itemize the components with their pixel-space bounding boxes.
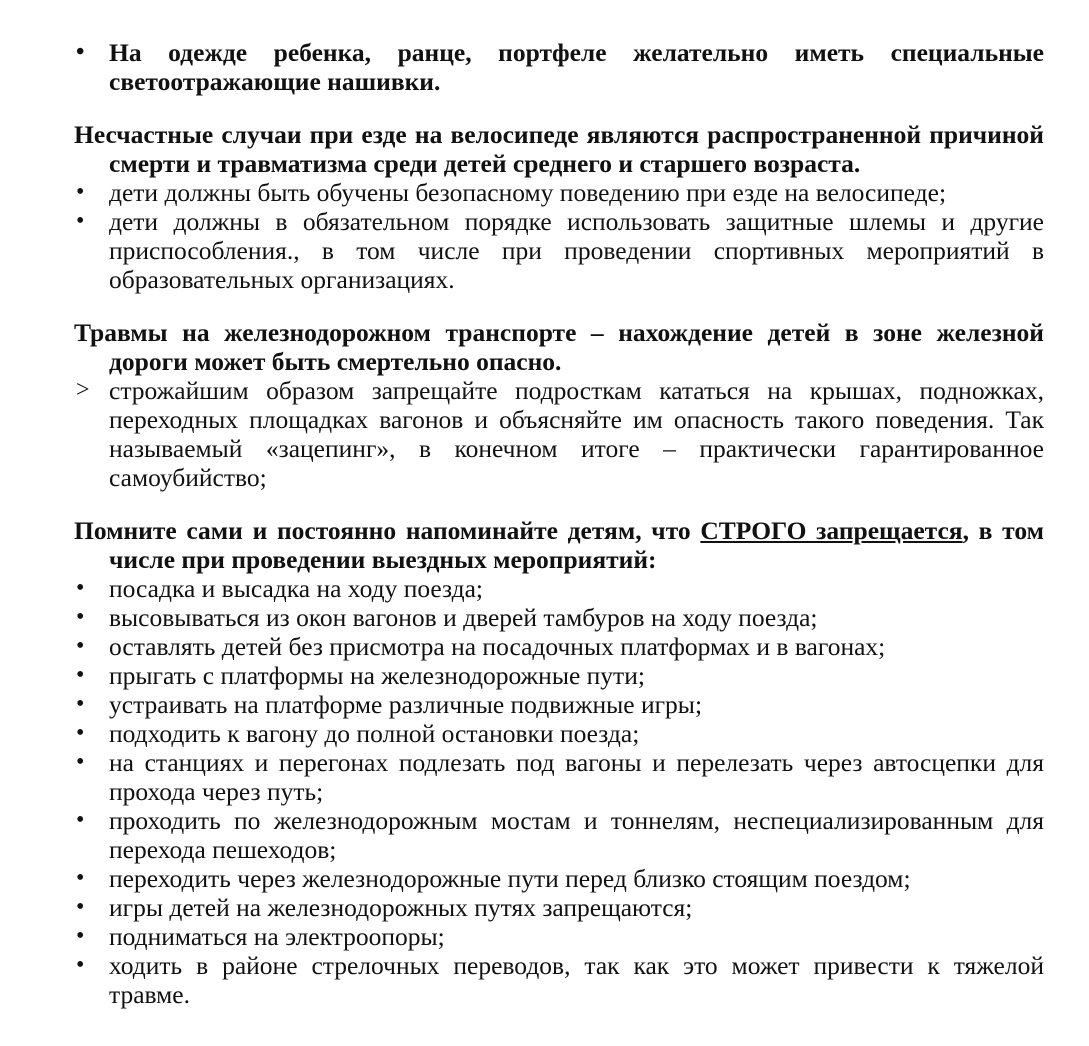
railway-heading: Травмы на железнодорожном транспорте – нахождение детей в зоне железной дороги может быть смертельно опасно. — [74, 318, 1044, 376]
bicycle-heading: Несчастные случаи при езде на велосипеде являются распространенной причиной смерти и травматизма среди детей среднего и старшего возраста. — [74, 120, 1044, 178]
list-item — [74, 376, 1044, 492]
bullet-marker: • — [76, 894, 85, 920]
item-text: дети должны в обязательном порядке использовать защитные шлемы и другие приспособления., в том числе при проведении спортивных мероприятий в образовательных организациях. — [109, 207, 1044, 294]
item-text: дети должны быть обучены безопасному поведению при езде на велосипеде; — [109, 178, 947, 207]
bullet-marker: • — [76, 633, 85, 659]
bullet-marker: • — [76, 179, 85, 205]
item-text: посадка и высадка на ходу поезда; — [109, 574, 484, 603]
item-text: оставлять детей без присмотра на посадочных платформах и в вагонах; — [109, 632, 886, 661]
list-item — [74, 632, 1044, 661]
strictly-forbidden-text: СТРОГО запрещается — [700, 516, 963, 545]
item-text: строжайшим образом запрещайте подросткам кататься на крышах, подножках, переходных площадках вагонов и объясняйте им опасность такого поведения. Так называемый «зацепинг», в конечном итоге – практически гарантированное самоубийство; — [109, 376, 1044, 492]
bullet-marker: • — [76, 807, 85, 833]
item-text: прыгать с платформы на железнодорожные пути; — [109, 661, 645, 690]
list-item — [74, 207, 1044, 294]
bullet-marker: • — [76, 662, 85, 688]
heading-text: Помните сами и постоянно напоминайте детям, что — [74, 516, 701, 545]
bullet-marker: • — [76, 865, 85, 891]
item-text: На одежде ребенка, ранце, портфеле желательно иметь специальные светоотражающие нашивки. — [109, 38, 1044, 96]
item-text: подходить к вагону до полной остановки поезда; — [109, 719, 640, 748]
list-item — [74, 748, 1044, 806]
bullet-marker: • — [76, 720, 85, 746]
railway-section — [74, 318, 1044, 492]
remember-section — [74, 516, 1044, 1009]
bullet-marker: • — [76, 39, 85, 65]
item-text: ходить в районе стрелочных переводов, так как это может привести к тяжелой травме. — [109, 951, 1044, 1009]
item-text: проходить по железнодорожным мостам и тоннелям, неспециализированным для перехода пешеходов; — [109, 806, 1044, 864]
item-text: на станциях и перегонах подлезать под вагоны и перелезать через автосцепки для прохода через путь; — [109, 748, 1044, 806]
bullet-marker: • — [76, 691, 85, 717]
item-text: высовываться из окон вагонов и дверей тамбуров на ходу поезда; — [109, 603, 818, 632]
bullet-marker: • — [76, 575, 85, 601]
arrow-marker: > — [76, 377, 90, 403]
bicycle-section — [74, 120, 1044, 294]
list-item — [74, 806, 1044, 864]
list-item — [74, 922, 1044, 951]
bullet-marker: • — [76, 208, 85, 234]
list-item — [74, 719, 1044, 748]
item-text: устраивать на платформе различные подвижные игры; — [109, 690, 703, 719]
item-text: подниматься на электроопоры; — [109, 922, 445, 951]
bullet-marker: • — [76, 923, 85, 949]
item-text: переходить через железнодорожные пути перед близко стоящим поездом; — [109, 864, 911, 893]
list-item — [74, 690, 1044, 719]
bullet-marker: • — [76, 604, 85, 630]
heading-text: , в том числе при проведении выездных мероприятий: — [109, 516, 1044, 574]
list-item — [74, 864, 1044, 893]
remember-heading — [74, 516, 1044, 574]
list-item — [74, 951, 1044, 1009]
reflective-patches-item — [74, 38, 1044, 96]
list-item — [74, 603, 1044, 632]
list-item — [74, 661, 1044, 690]
document-page — [74, 38, 1044, 1009]
list-item — [74, 574, 1044, 603]
item-text: игры детей на железнодорожных путях запрещаются; — [109, 893, 693, 922]
list-item — [74, 893, 1044, 922]
list-item — [74, 178, 1044, 207]
bullet-marker: • — [76, 749, 85, 775]
bullet-marker: • — [76, 952, 85, 978]
